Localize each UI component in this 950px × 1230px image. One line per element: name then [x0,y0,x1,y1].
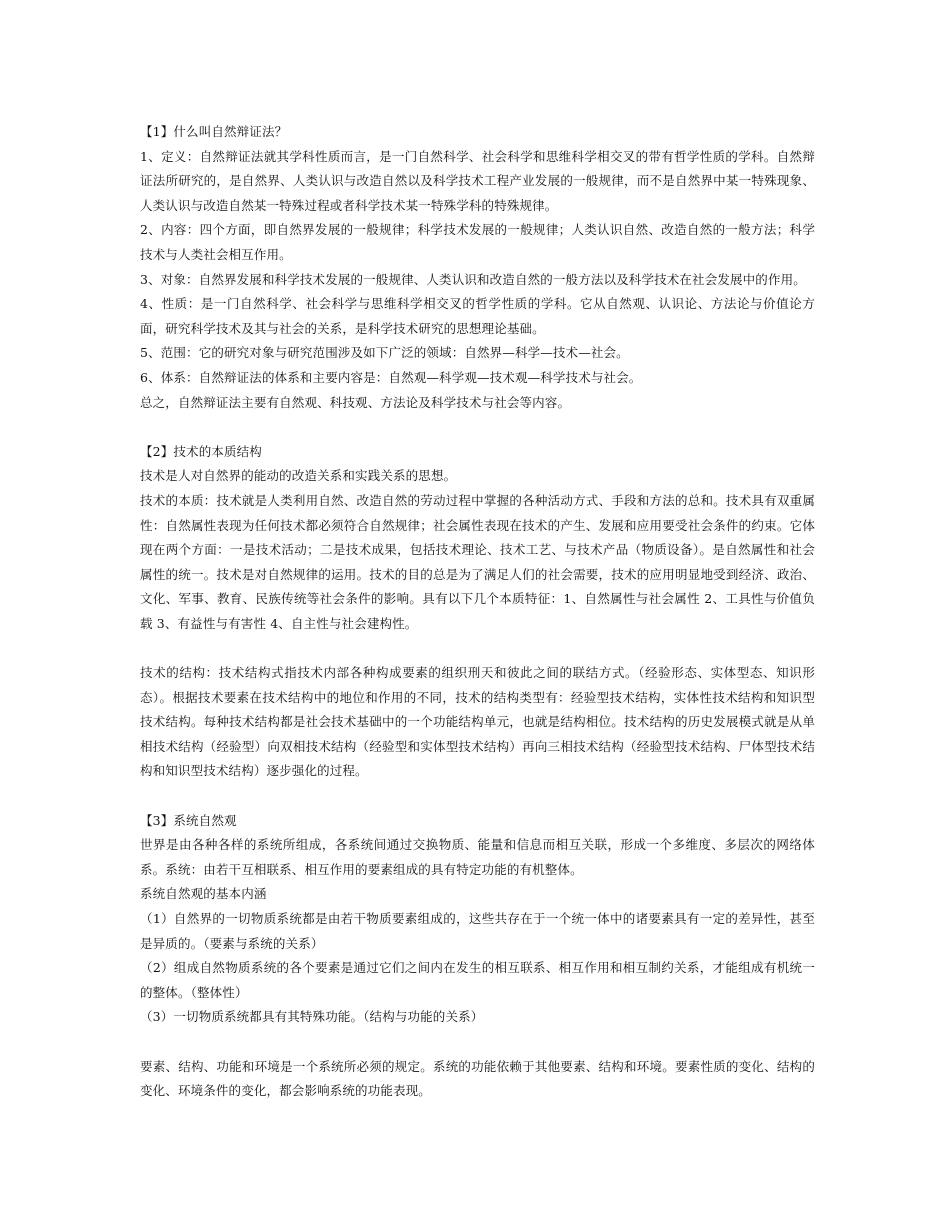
paragraph: 要素、结构、功能和环境是一个系统所必须的规定。系统的功能依赖于其他要素、结构和环境。要素性质的变化、结构的变化、环境条件的变化，都会影响系统的功能表现。 [140,1058,815,1099]
blank-line [140,636,815,661]
blank-line [140,784,815,809]
paragraph: 4、性质：是一门自然科学、社会科学与思维科学相交叉的哲学性质的学科。它从自然观、认识论、方法论与价值论方面，研究科学技术及其与社会的关系，是科学技术研究的思想理论基础。 [140,296,815,336]
paragraph: 3、对象：自然界发展和科学技术发展的一般规律、人类认识和改造自然的一般方法以及科学技术在社会发展中的作用。 [140,271,806,287]
paragraph: 1、定义：自然辩证法就其学科性质而言，是一门自然科学、社会科学和思维科学相交叉的带有哲学性质的学科。自然辩证法所研究的，是自然界、人类认识与改造自然以及科学技术工程产业发展的一般规律，而不是自然界中某一特殊现象、人类认识与改造自然某一特殊过程或者科学技术某一特殊学科的特殊规律。 [140,148,815,213]
paragraph: 5、范围：它的研究对象与研究范围涉及如下广泛的领域：自然界—科学—技术—社会。 [140,345,629,361]
section-3 [140,809,815,1104]
blank-line [140,1030,815,1055]
section-heading: 【3】系统自然观 [140,812,237,828]
section-heading: 【1】什么叫自然辩证法？ [140,124,288,139]
paragraph: （2）组成自然物质系统的各个要素是通过它们之间内在发生的相互联系、相互作用和相互制约关系，才能组成有机统一的整体。（整体性） [140,960,815,1000]
paragraph: 6、体系：自然辩证法的体系和主要内容是：自然观—科学观—技术观—科学技术与社会。 [140,369,642,385]
section-1 [140,120,815,415]
blank-line [140,415,815,440]
paragraph: 技术的本质：技术就是人类利用自然、改造自然的劳动过程中掌握的各种活动方式、手段和方法的总和。技术具有双重属性：自然属性表现为任何技术都必须符合自然规律；社会属性表现在技术的产生、发展和应用要受社会条件的约束。它体现在两个方面：一是技术活动；二是技术成果，包括技术理论、技术工艺、与技术产品（物质设备）。是自然属性和社会属性的统一。技术是对自然规律的运用。技术的目的总是为了满足人们的社会需要，技术的应用明显地受到经济、政治、文化、军事、教育、民族传统等社会条件的影响。具有以下几个本质特征：1、自然属性与社会属性 2、工具性与价值负载 3、有益性与有害性 4、自主性与社会建构性。 [140,492,815,631]
paragraph: （1）自然界的一切物质系统都是由若干物质要素组成的，这些共存在于一个统一体中的诸要素具有一定的差异性，甚至是异质的。（要素与系统的关系） [140,911,815,951]
document-page [140,120,815,1104]
section-2 [140,440,815,784]
paragraph: 技术的结构：技术结构式指技术内部各种构成要素的组织刑天和彼此之间的联结方式。（经验形态、实体型态、知识形态）。根据技术要素在技术结构中的地位和作用的不同，技术的结构类型有：经验型技术结构，实体性技术结构和知识型技术结构。每种技术结构都是社会技术基础中的一个功能结构单元，也就是结构相位。技术结构的历史发展模式就是从单相技术结构（经验型）向双相技术结构（经验型和实体型技术结构）再向三相技术结构（经验型技术结构、尸体型技术结构和知识型技术结构）逐步强化的过程。 [140,665,815,779]
paragraph: 总之，自然辩证法主要有自然观、科技观、方法论及科学技术与社会等内容。 [140,394,571,410]
paragraph: （3）一切物质系统都具有其特殊功能。（结构与功能的关系） [140,1009,484,1025]
section-heading: 【2】技术的本质结构 [140,443,262,459]
paragraph: 世界是由各种各样的系统所组成，各系统间通过交换物质、能量和信息而相互关联，形成一个多维度、多层次的网络体系。系统：由若干互相联系、相互作用的要素组成的具有特定功能的有机整体。 [140,837,815,877]
paragraph: 技术是人对自然界的能动的改造关系和实践关系的思想。 [140,468,457,484]
paragraph: 系统自然观的基本内涵 [140,886,267,902]
paragraph: 2、内容：四个方面，即自然界发展的一般规律；科学技术发展的一般规律；人类认识自然、改造自然的一般方法；科学技术与人类社会相互作用。 [140,222,815,262]
